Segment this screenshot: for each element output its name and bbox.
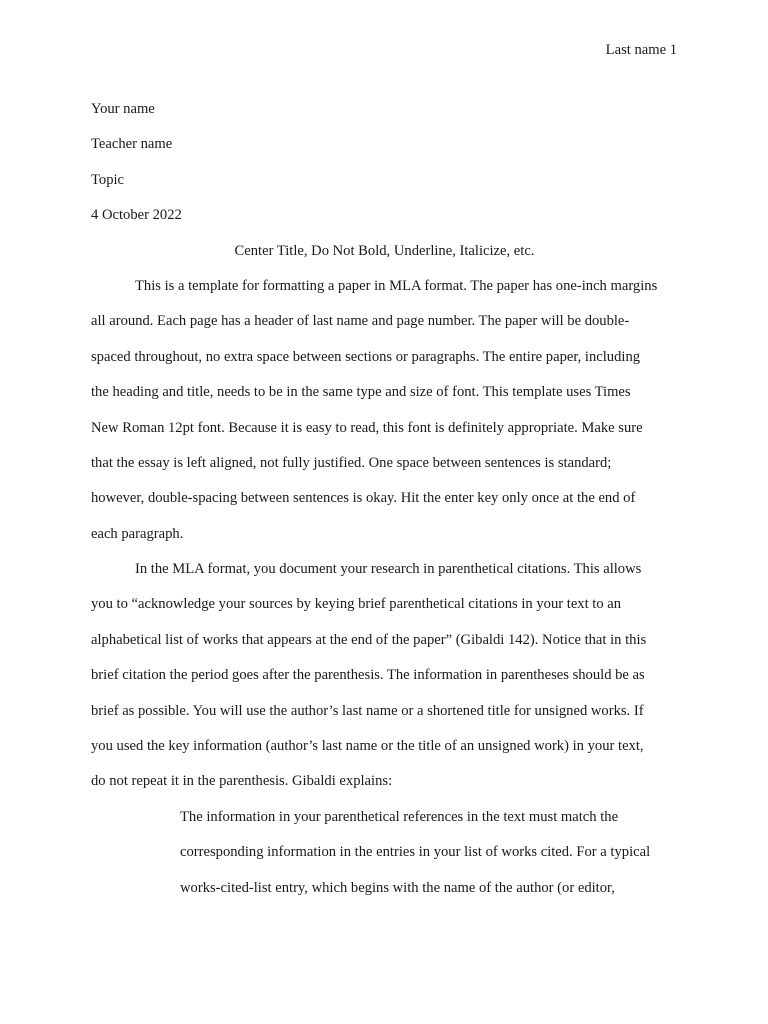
- paragraph-1: [91, 269, 678, 552]
- document-body: [91, 92, 678, 906]
- heading-date: 4 October 2022: [91, 207, 182, 224]
- paragraph-line: New Roman 12pt font. Because it is easy to read, this font is definitely appropriate. Make sure: [91, 419, 643, 436]
- paragraph-line: do not repeat it in the parenthesis. Gibaldi explains:: [91, 773, 393, 790]
- paragraph-line: the heading and title, needs to be in the same type and size of font. This template uses Times: [91, 384, 631, 401]
- paper-title: Center Title, Do Not Bold, Underline, Italicize, etc.: [234, 242, 535, 259]
- paragraph-line: In the MLA format, you document your research in parenthetical citations. This allows: [135, 561, 642, 578]
- paragraph-line: you to “acknowledge your sources by keying brief parenthetical citations in your text to an: [91, 596, 622, 613]
- paragraph-line: you used the key information (author’s last name or the title of an unsigned work) in your text,: [91, 738, 644, 755]
- block-quote: [91, 800, 678, 906]
- paragraph-line: that the essay is left aligned, not fully justified. One space between sentences is standard;: [91, 454, 612, 471]
- paragraph-line: brief as possible. You will use the author’s last name or a shortened title for unsigned works. If: [91, 702, 644, 719]
- paragraph-2: [91, 552, 678, 800]
- heading-student-name: Your name: [91, 101, 155, 117]
- paragraph-line: spaced throughout, no extra space between sections or paragraphs. The entire paper, including: [91, 348, 641, 365]
- paragraph-line: This is a template for formatting a paper in MLA format. The paper has one-inch margins: [135, 277, 658, 294]
- heading-topic: Topic: [91, 171, 125, 188]
- paragraph-line: each paragraph.: [91, 525, 184, 542]
- running-header: Last name 1: [605, 42, 677, 58]
- block-quote-line: corresponding information in the entries in your list of works cited. For a typical: [180, 844, 651, 861]
- block-quote-line: The information in your parenthetical references in the text must match the: [180, 808, 619, 825]
- paragraph-line: alphabetical list of works that appears at the end of the paper” (Gibaldi 142). Notice that in this: [91, 631, 647, 648]
- paragraph-line: however, double-spacing between sentences is okay. Hit the enter key only once at the end of: [91, 490, 636, 507]
- heading-teacher-name: Teacher name: [91, 136, 173, 153]
- paragraph-line: all around. Each page has a header of last name and page number. The paper will be double-: [91, 313, 630, 330]
- block-quote-line: works-cited-list entry, which begins with the name of the author (or editor,: [180, 879, 615, 896]
- paragraph-line: brief citation the period goes after the parenthesis. The information in parentheses should be as: [91, 667, 645, 684]
